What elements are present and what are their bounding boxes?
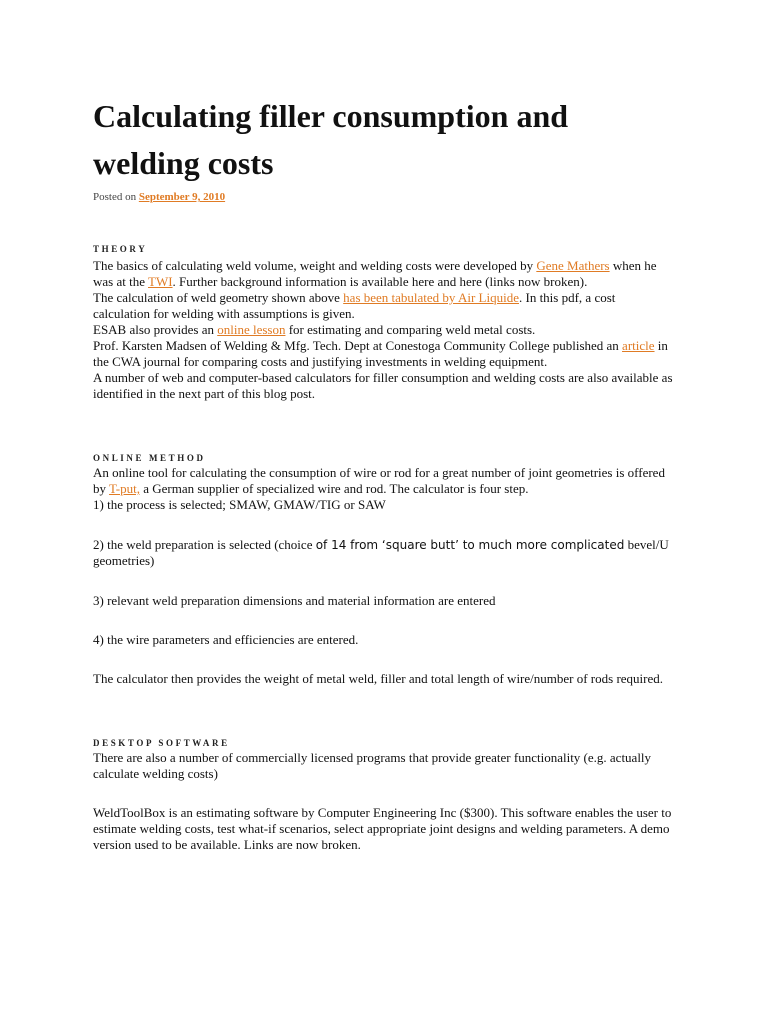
t-put-link[interactable]: T-put, (109, 481, 140, 496)
twi-link[interactable]: TWI (148, 274, 173, 289)
article-link[interactable]: article (622, 338, 655, 353)
text: when he was at the (93, 258, 657, 289)
text: The basics of calculating weld volume, weight and welding costs were developed by (93, 258, 537, 273)
step-2 (93, 537, 675, 569)
text: in the CWA journal for comparing costs and justifying investments in welding equipment. (93, 338, 668, 369)
theory-heading: THEORY (93, 244, 148, 254)
online-method-section (93, 465, 675, 687)
text: An online tool for calculating the consumption of wire or rod for a great number of joint geometries is offered by (93, 465, 665, 496)
step-3: 3) relevant weld preparation dimensions and material information are entered (93, 593, 496, 608)
posted-prefix: Posted on (93, 191, 139, 203)
theory-paragraph-3 (93, 322, 675, 338)
online-method-heading: ONLINE METHOD (93, 453, 206, 463)
theory-paragraph-5: A number of web and computer-based calculators for filler consumption and welding costs are also available as identified in the next part of this blog post. (93, 370, 673, 401)
theory-paragraph-2 (93, 290, 675, 322)
theory-section (93, 258, 675, 402)
text: for estimating and comparing weld metal costs. (285, 322, 536, 337)
text: 2) the weld preparation is selected (choice (93, 537, 316, 552)
text: The calculation of weld geometry shown above (93, 290, 344, 305)
air-liquide-link[interactable]: has been tabulated by Air Liquide (343, 290, 519, 305)
desktop-software-heading: DESKTOP SOFTWARE (93, 738, 230, 748)
online-paragraph-1 (93, 465, 675, 497)
page-title: Calculating filler consumption and welding costs (93, 98, 569, 181)
text: ESAB also provides an (93, 322, 218, 337)
text: Prof. Karsten Madsen of Welding & Mfg. Tech. Dept at Conestoga Community College published an (93, 338, 623, 353)
desktop-paragraph-1: There are also a number of commercially licensed programs that provide greater functionality (e.g. actually calculate welding costs) (93, 750, 652, 781)
calculator-result: The calculator then provides the weight of metal weld, filler and total length of wire/number of rods required. (93, 671, 664, 686)
article (93, 0, 675, 853)
post-date-link[interactable]: September 9, 2010 (138, 191, 226, 203)
online-lesson-link[interactable]: online lesson (217, 322, 286, 337)
desktop-paragraph-2: WeldToolBox is an estimating software by Computer Engineering Inc ($300). This software enables the user to estimate welding costs, test what-if scenarios, select appropriate joint designs and welding parameters. A demo version used to be available. Links are now broken. (93, 805, 672, 852)
theory-paragraph-1 (93, 258, 675, 290)
text: a German supplier of specialized wire and rod. The calculator is four step. (139, 481, 529, 496)
post-meta (93, 190, 675, 204)
text: bevel/U geometries) (93, 537, 669, 568)
desktop-software-section (93, 750, 675, 853)
step-1: 1) the process is selected; SMAW, GMAW/TIG or SAW (93, 497, 386, 512)
text: of 14 from ‘square butt’ to much more complicated (315, 538, 625, 552)
gene-mathers-link[interactable]: Gene Mathers (536, 258, 610, 273)
theory-paragraph-4 (93, 338, 675, 370)
step-4: 4) the wire parameters and efficiencies are entered. (93, 632, 359, 647)
text: . In this pdf, a cost calculation for welding with assumptions is given. (93, 290, 616, 321)
text: . Further background information is available here and here (links now broken). (172, 274, 588, 289)
